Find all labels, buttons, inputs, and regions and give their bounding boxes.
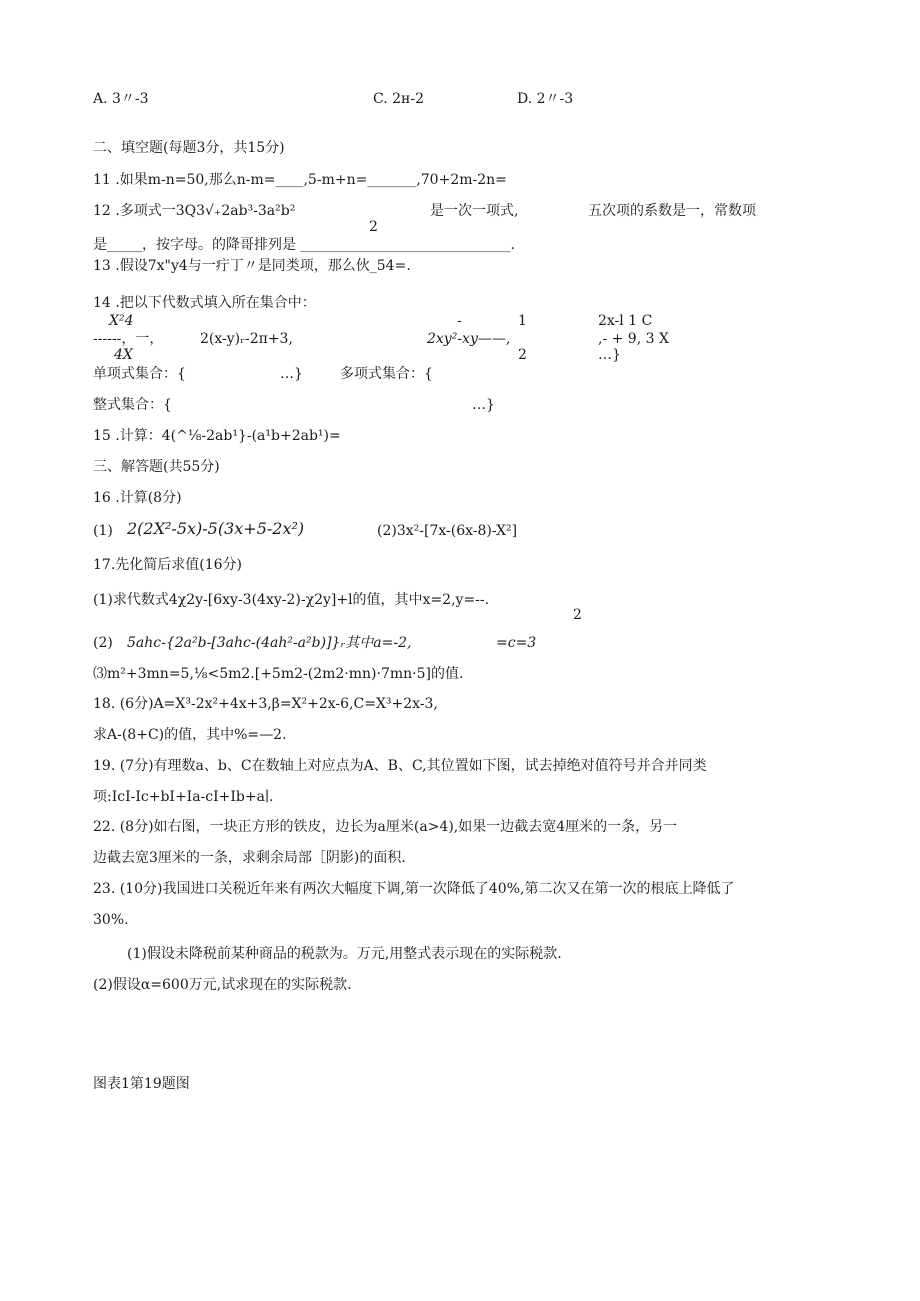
expr-1-numerator: X²4 [109,313,134,329]
question-17-title: 17.先化简后求值(16分) [93,557,243,573]
question-19-line2: 项:IcI-Ic+bI+Ia-cI+Ib+a∣. [93,789,274,805]
option-c: C. 2н-2 [373,91,424,107]
question-18-line2: 求A-(8+C)的值，其中%=—2. [93,727,287,743]
question-13: 13 .假设7x"y4与一疔丁〃是同类项，那么伙_54=. [93,258,411,274]
question-16-part2: (2)3x²-[7x-(6x-8)-X²] [377,523,518,539]
question-12-left: 12 .多项式一3Q3√₊2ab³-3a²b² [93,203,296,219]
question-16-part1-label: (1) [93,523,113,539]
question-17-part1: (1)求代数式4χ2y-[6xy-3(4xy-2)-χ2y]+l的值，其中x=2,y=--. [93,592,490,608]
expr-5-top: 2x-l 1 C [598,313,653,329]
expr-4-numerator: 1 [518,313,527,329]
question-22-line2: 边截去宽3厘米的一条，求剩余局部［阴影)的面积. [93,850,406,866]
question-16-part1: 2(2X²-5x)-5(3x+5-2x²) [127,519,305,538]
question-12-line2: 是_____，按字母。的降哥排列是 ______________________________. [93,237,515,253]
monomial-set-label: 单项式集合：{ [93,366,186,382]
expr-1-denominator: 4X [114,347,133,363]
section-2-title: 二、填空题(每题3分，共15分) [93,140,285,156]
question-16-title: 16 .计算(8分) [93,490,182,506]
expr-4-denominator: 2 [518,347,527,363]
expr-2: 2(x-y)ᵣ-2π+3, [200,331,293,347]
question-19-line1: 19. (7分)有理数a、b、C在数轴上对应点为A、B、C,其位置如下图，试去掉绝对值符号并合并同类 [93,758,707,774]
question-15: 15 .计算：4(^⅛-2ab¹}-(a¹b+2ab¹)= [93,428,341,444]
expr-3: 2xy²-xy——, [427,331,511,347]
question-12-mid: 是一次一项式, [430,203,519,219]
option-a: A. 3〃-3 [93,91,149,107]
question-23-part1: (1)假设未降税前某种商品的税款为。万元,用整式表示现在的实际税款. [127,946,562,962]
figure-caption: 图表1第19题图 [93,1076,190,1092]
question-17-part2: 5ahc-{2a²b-[3ahc-(4ah²-a²b)]}ᵣ其中a=-2, [127,635,412,651]
question-17-part3: ⑶m²+3mn=5,⅛<5m2.[+5m2-(2m2·mn)·7mn·5]的值. [93,666,464,682]
question-23-line1: 23. (10分)我国进口关税近年来有两次大幅度下调,第一次降低了40%,第二次又在第一次的根底上降低了 [93,881,735,897]
expr-5-bottom: …} [598,347,621,363]
expr-5-mid: ,- + 9, 3 X [598,331,669,347]
question-17-part2-condition: =c=3 [496,635,537,651]
integral-set-end: …} [472,397,495,413]
polynomial-set-label: 多项式集合：{ [340,366,433,382]
question-12-denominator: 2 [369,219,378,235]
question-11: 11 .如果m-n=50,那么n-m=____,5-m+n=_______,70+2m-2n= [93,172,507,188]
question-17-part2-label: (2) [93,635,113,651]
question-22-line1: 22. (8分)如右图，一块正方形的铁皮，边长为a厘米(a>4),如果一边截去宽4厘米的一条，另一 [93,819,678,835]
question-17-part1-denominator: 2 [573,607,582,623]
option-d: D. 2〃-3 [517,91,574,107]
monomial-set-end: …} [280,366,303,382]
expr-4-sign: - [457,313,462,329]
expr-1-bar: ------，一， [93,331,164,347]
section-3-title: 三、解答题(共55分) [93,459,220,475]
question-23-line2: 30%. [93,912,129,928]
question-14-title: 14 .把以下代数式填入所在集合中： [93,295,316,311]
question-18-line1: 18. (6分)A=X³-2x²+4x+3,β=X²+2x-6,C=X³+2x-3, [93,696,438,712]
integral-set-label: 整式集合：{ [93,397,172,413]
question-23-part2: (2)假设α=600万元,试求现在的实际税款. [93,977,352,993]
question-12-right: 五次项的系数是一，常数项 [588,203,756,219]
